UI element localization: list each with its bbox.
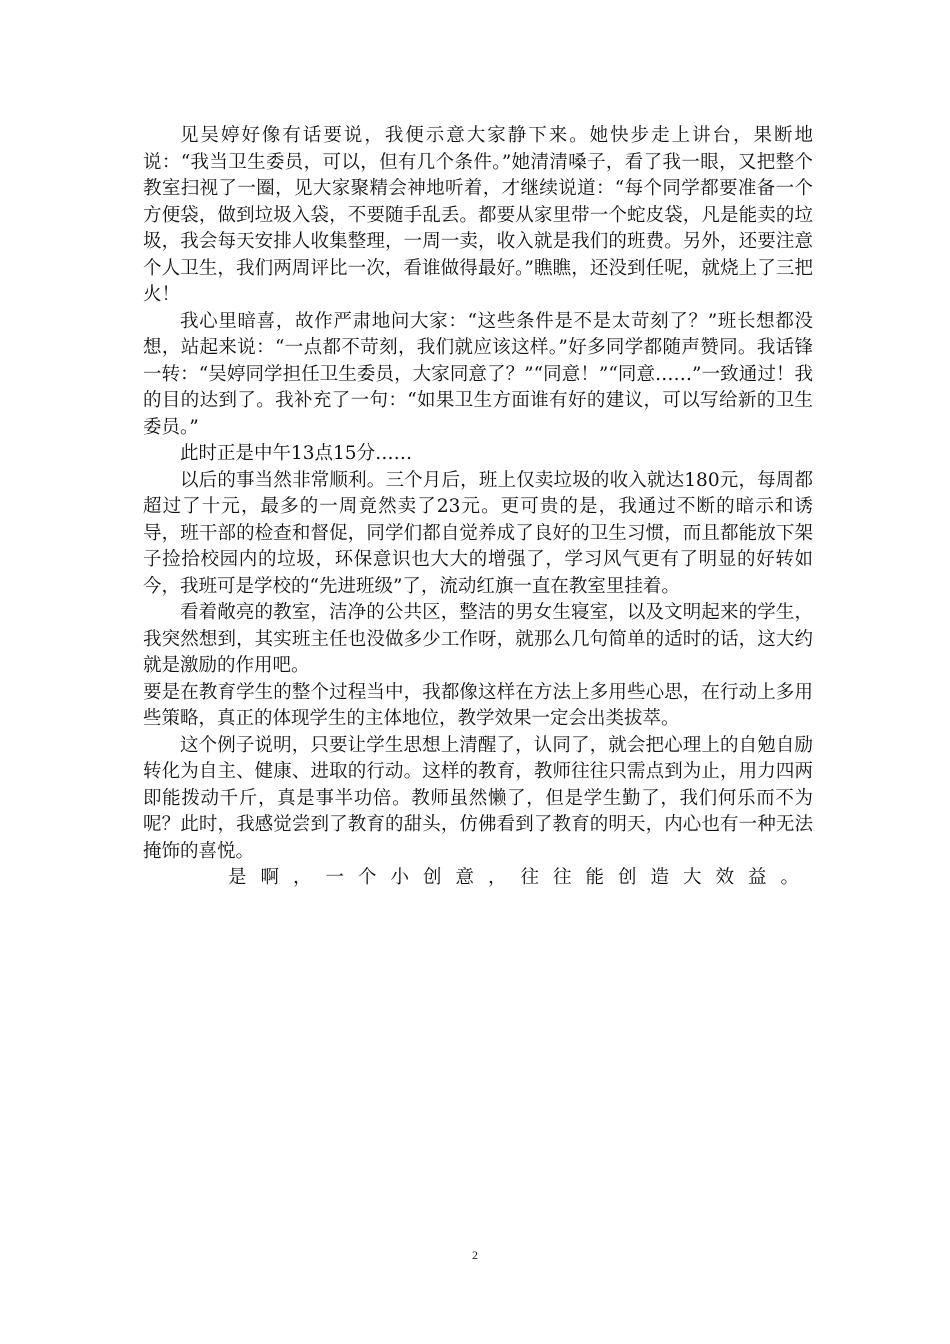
paragraph: 见吴婷好像有话要说，我便示意大家静下来。她快步走上讲台，果断地说：“我当卫生委员，可以，但有几个条件。”她清清嗓子，看了我一眼，又把整个教室扫视了一圈，见大家聚精会神地听着，才继续说道：“每个同学都要准备一个方便袋，做到垃圾入袋，不要随手乱丢。都要从家里带一个蛇皮袋，凡是能卖的垃圾，我会每天安排人收集整理，一周一卖，收入就是我们的班费。另外，还要注意个人卫生，我们两周评比一次，看谁做得最好。”瞧瞧，还没到任呢，就烧上了三把火！ [143,125,813,305]
paragraph: 要是在教育学生的整个过程当中，我都像这样在方法上多用些心思，在行动上多用些策略，真正的体现学生的主体地位，教学效果一定会出类拔萃。 [143,681,813,729]
closing-line: 是啊，一个小创意，往往能创造大效益。 [227,867,813,888]
page-number: 2 [472,1248,478,1262]
paragraph: 这个例子说明，只要让学生思想上清醒了，认同了，就会把心理上的自勉自励转化为自主、健康、进取的行动。这样的教育，教师往往只需点到为止，用力四两即能拨动千斤，真是事半功倍。教师虽然懒了，但是学生勤了，我们何乐而不为呢？此时，我感觉尝到了教育的甜头，仿佛看到了教育的明天，内心也有一种无法掩饰的喜悦。 [143,734,813,862]
document-body [143,123,813,892]
paragraph: 我心里暗喜，故作严肃地问大家：“这些条件是不是太苛刻了？”班长想都没想，站起来说：“一点都不苛刻，我们就应该这样。”好多同学都随声赞同。我话锋一转：“吴婷同学担任卫生委员，大家同意了？”“同意！”“同意……”一致通过！我的目的达到了。我补充了一句：“如果卫生方面谁有好的建议，可以写给新的卫生委员。” [143,310,813,438]
paragraph: 此时正是中午13点15分…… [180,443,413,464]
paragraph: 以后的事当然非常顺利。三个月后，班上仅卖垃圾的收入就达180元，每周都超过了十元，最多的一周竟然卖了23元。更可贵的是，我通过不断的暗示和诱导，班干部的检查和督促，同学们都自觉养成了良好的卫生习惯，而且都能放下架子捡拾校园内的垃圾，环保意识也大大的增强了，学习风气更有了明显的好转如今，我班可是学校的“先进班级”了，流动红旗一直在教室里挂着。 [143,469,813,597]
paragraph: 看着敞亮的教室，洁净的公共区，整洁的男女生寝室，以及文明起来的学生，我突然想到，其实班主任也没做多少工作呀，就那么几句简单的适时的话，这大约就是激励的作用吧。 [143,602,813,676]
